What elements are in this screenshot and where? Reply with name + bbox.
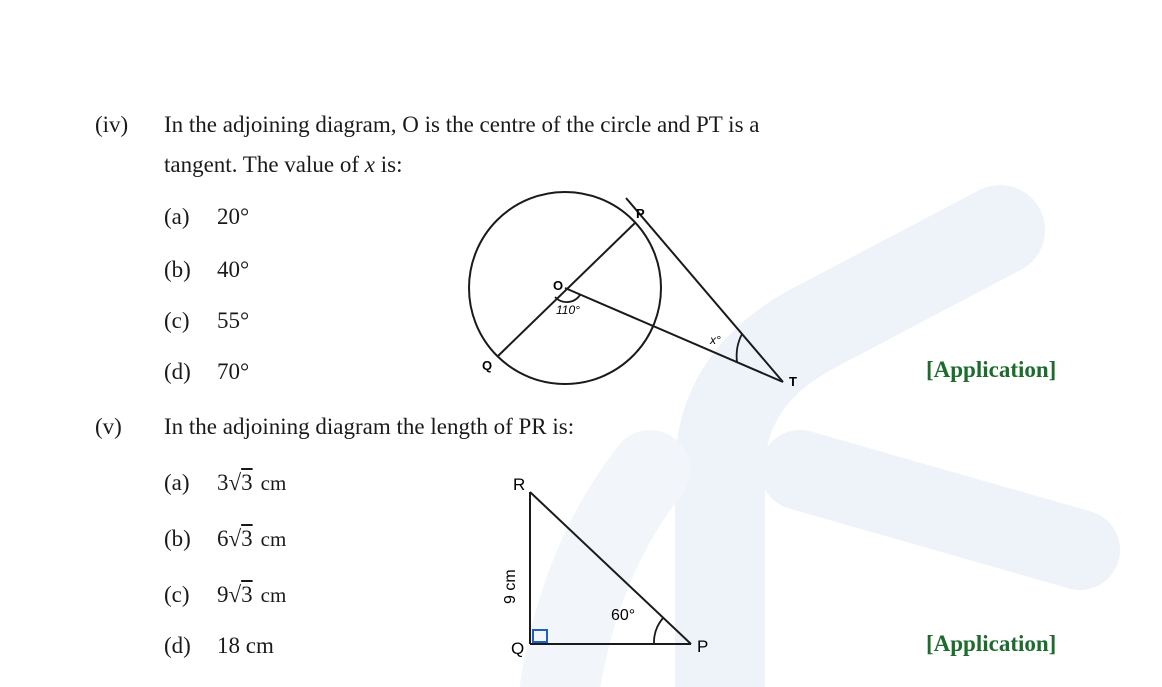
option-iv-c-label: (c)	[164, 308, 190, 333]
option-iv-d-value: 70°	[217, 359, 250, 384]
option-iv-b-value: 40°	[217, 257, 250, 282]
question-iv-line2-start: tangent. The value of	[164, 152, 365, 177]
option-v-b-value: 6√3 cm	[217, 526, 287, 551]
angle-arc-t	[737, 334, 742, 362]
application-tag-v: [Application]	[926, 631, 1057, 656]
question-iv-variable: x	[364, 152, 375, 177]
option-v-c-value: 9√3 cm	[217, 582, 287, 607]
question-iv-line2	[164, 153, 402, 176]
label-p: P	[636, 206, 645, 221]
option-v-b-unit: cm	[260, 527, 287, 551]
angle-arc-p	[654, 618, 663, 644]
question-number-v: (v)	[95, 414, 122, 439]
label-o: O	[553, 278, 564, 293]
option-v-c-radical: 3	[241, 582, 253, 607]
option-iv-a-value: 20°	[217, 204, 250, 229]
option-v-c-unit: cm	[260, 583, 287, 607]
option-v-b-label: (b)	[164, 526, 191, 551]
question-iv-line2-end: is:	[374, 152, 403, 177]
option-iv-c-value: 55°	[217, 308, 250, 333]
tangent-pt	[626, 198, 783, 382]
option-v-a-label: (a)	[164, 470, 190, 495]
right-triangle-diagram	[495, 470, 725, 660]
application-tag-iv: [Application]	[926, 357, 1057, 382]
option-v-d-value: 18 cm	[217, 633, 274, 658]
side-label-qr: 9 cm	[502, 569, 519, 604]
right-angle-marker	[533, 630, 547, 642]
line-ot	[565, 288, 783, 382]
option-v-c-coef: 9	[217, 582, 229, 607]
question-number-iv: (iv)	[95, 112, 129, 137]
option-v-a-value: 3√3 cm	[217, 470, 287, 495]
label-q: Q	[511, 639, 525, 658]
label-t: T	[789, 374, 797, 389]
option-iv-a-label: (a)	[164, 204, 190, 229]
angle-label-t: x°	[710, 333, 721, 347]
angle-label-o: 110°	[556, 303, 580, 317]
option-v-a-unit: cm	[260, 471, 287, 495]
label-q: Q	[482, 358, 493, 373]
option-v-c-label: (c)	[164, 582, 190, 607]
question-v-text: In the adjoining diagram the length of PR is:	[164, 414, 575, 439]
option-v-b-coef: 6	[217, 526, 229, 551]
option-v-a-radical: 3	[241, 470, 253, 495]
angle-label-p: 60°	[611, 607, 636, 624]
option-iv-d-label: (d)	[164, 359, 191, 384]
option-iv-b-label: (b)	[164, 257, 191, 282]
question-iv-line1: In the adjoining diagram, O is the centre of the circle and PT is a	[164, 112, 760, 137]
label-r: R	[513, 475, 526, 494]
circle-tangent-diagram	[440, 180, 820, 395]
option-v-d-label: (d)	[164, 633, 191, 658]
label-p: P	[697, 637, 709, 656]
option-v-b-radical: 3	[241, 526, 253, 551]
option-v-a-coef: 3	[217, 470, 229, 495]
